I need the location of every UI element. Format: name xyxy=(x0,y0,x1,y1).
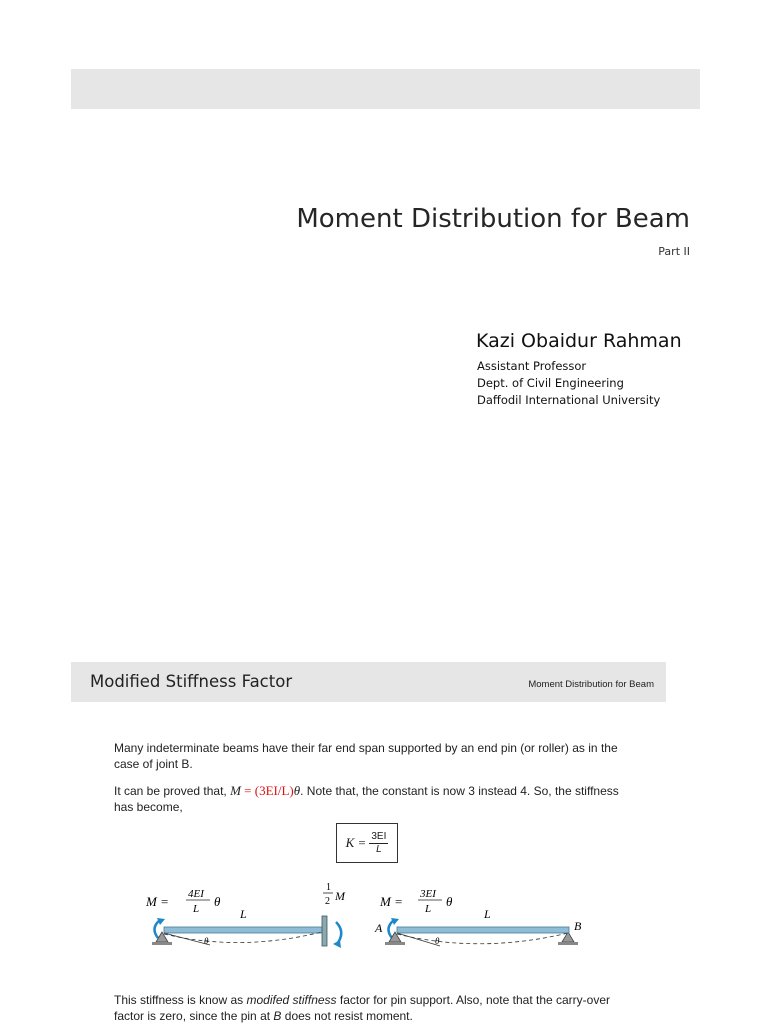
joint-b-label: B xyxy=(574,919,582,933)
slide-title: Moment Distribution for Beam xyxy=(296,204,690,234)
half-denominator: 2 xyxy=(325,896,330,907)
text-run: It can be proved that, xyxy=(114,784,231,798)
moment-label: M = xyxy=(380,894,403,909)
fixed-end-beam-diagram xyxy=(145,882,346,948)
theta-label: θ xyxy=(446,894,453,909)
slide2-header-tag: Moment Distribution for Beam xyxy=(528,679,654,690)
affiliation-line: Assistant Professor xyxy=(477,359,587,373)
half-numerator: 1 xyxy=(326,882,331,893)
math-theta: θ xyxy=(293,783,301,798)
text-run: does not resist moment. xyxy=(281,1009,413,1023)
paragraph-modified-stiffness xyxy=(114,992,634,1024)
paragraph-stiffness xyxy=(114,783,634,815)
pin-end-beam-diagram xyxy=(374,888,582,946)
math-m: M xyxy=(230,783,241,798)
moment-denominator: L xyxy=(193,903,200,915)
slide-subtitle: Part II xyxy=(658,245,690,258)
moment-denominator: L xyxy=(425,903,432,915)
author-affiliation xyxy=(477,358,660,409)
slide2-heading: Modified Stiffness Factor xyxy=(90,672,293,691)
moment-numerator: 4EI xyxy=(188,888,204,900)
joint-a-label: A xyxy=(375,921,383,935)
theta-small: θ xyxy=(204,936,209,946)
moment-numerator: 3EI xyxy=(420,888,436,900)
paragraph-intro: Many indeterminate beams have their far end span supported by an end pin (or roller) as in the case of joint B. xyxy=(114,741,618,771)
theta-small: θ xyxy=(435,936,440,946)
joint-ref: B xyxy=(273,1009,282,1023)
affiliation-line: Dept. of Civil Engineering xyxy=(477,376,624,390)
moment-label: M = xyxy=(146,894,169,909)
far-moment-label: M xyxy=(335,889,345,903)
text-run: This stiffness is know as xyxy=(114,993,247,1007)
italic-term: modifed stiffness xyxy=(246,993,337,1007)
math-red-expression: = (3EI/L) xyxy=(240,783,294,798)
text-run: . Note that, the constant is now 3 instead 4. So, the stiffness has become, xyxy=(114,784,619,814)
formula-numerator: 3EI xyxy=(371,830,387,842)
beam-diagrams xyxy=(140,872,600,952)
theta-label: θ xyxy=(214,894,221,909)
formula-lhs: K = xyxy=(345,835,367,850)
stiffness-formula-box xyxy=(336,823,398,863)
span-label: L xyxy=(484,907,491,921)
text-run: factor for pin support. Also, note that the carry-over factor is zero, since the pin at xyxy=(114,993,611,1023)
slide2-header-bar xyxy=(71,662,666,702)
formula-fraction xyxy=(369,831,388,856)
affiliation-line: Daffodil International University xyxy=(477,393,661,407)
span-label: L xyxy=(240,907,247,921)
slide1-header-bar xyxy=(71,69,700,109)
author-name: Kazi Obaidur Rahman xyxy=(476,330,682,352)
formula-denominator: L xyxy=(376,843,382,855)
